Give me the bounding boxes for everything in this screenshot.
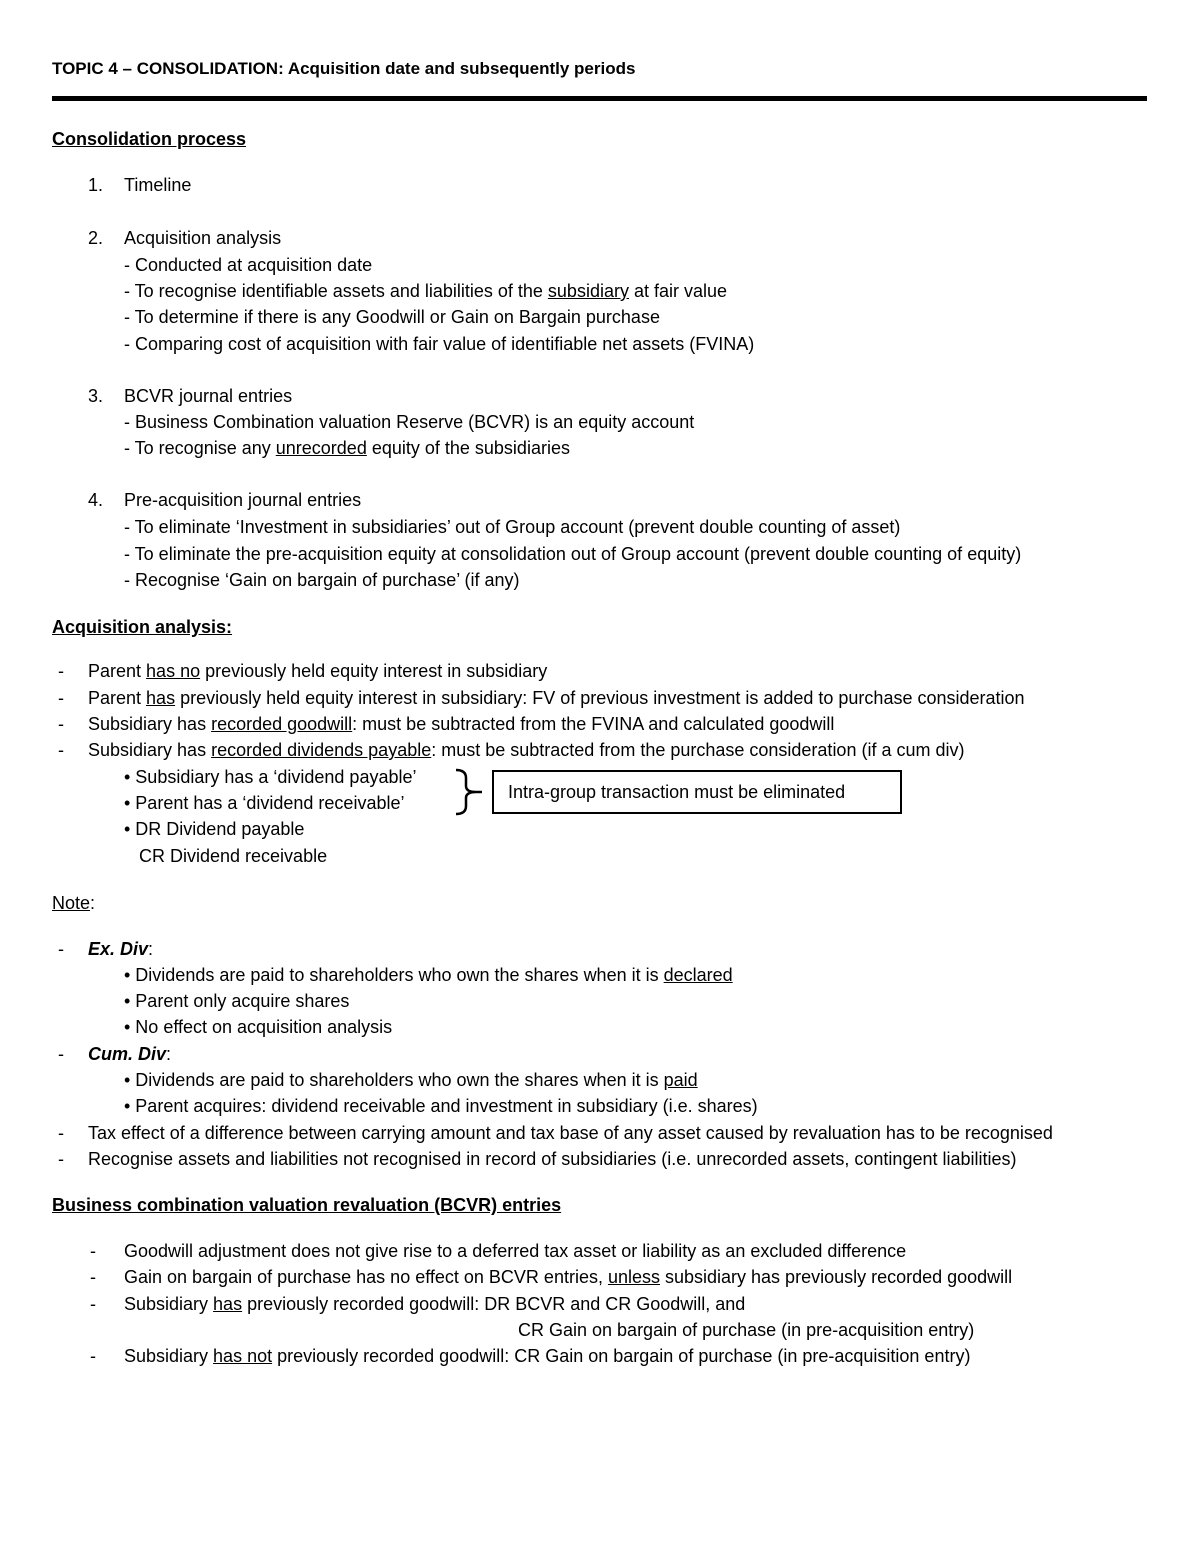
list-item: Gain on bargain of purchase has no effect on BCVR entries, unless subsidiary has previously recorded goodwill — [124, 1267, 1013, 1287]
right-brace-icon — [454, 768, 484, 816]
list-item: Subsidiary has not previously recorded goodwill: CR Gain on bargain of purchase (in pre-acquisition entry) — [124, 1346, 971, 1366]
step-number: 2. — [88, 228, 104, 248]
list-item: Parent has no previously held equity interest in subsidiary — [88, 661, 548, 681]
step-number: 3. — [88, 386, 104, 406]
dash-bullet: - — [58, 1044, 64, 1064]
cum-div-label: Cum. Div: — [88, 1044, 172, 1064]
step-label: BCVR journal entries — [124, 386, 293, 406]
list-item: Goodwill adjustment does not give rise to a deferred tax asset or liability as an excluded difference — [124, 1241, 907, 1261]
dash-bullet: - — [90, 1346, 96, 1366]
list-item: Recognise assets and liabilities not recognised in record of subsidiaries (i.e. unrecorded assets, contingent liabilities) — [88, 1149, 1017, 1169]
step-item: - To eliminate the pre-acquisition equity at consolidation out of Group account (prevent double counting of equity) — [124, 544, 1022, 564]
dash-bullet: - — [58, 1149, 64, 1169]
bcvr-heading: Business combination valuation revaluation (BCVR) entries — [52, 1195, 562, 1215]
list-item: Subsidiary has previously recorded goodwill: DR BCVR and CR Goodwill, and — [124, 1294, 746, 1314]
step-item: - Business Combination valuation Reserve (BCVR) is an equity account — [124, 412, 695, 432]
list-item: Subsidiary has recorded goodwill: must be subtracted from the FVINA and calculated goodwill — [88, 714, 835, 734]
dash-bullet: - — [90, 1241, 96, 1261]
step-item: - To eliminate ‘Investment in subsidiaries’ out of Group account (prevent double counting of asset) — [124, 517, 901, 537]
dash-bullet: - — [58, 661, 64, 681]
step-label: Pre-acquisition journal entries — [124, 490, 362, 510]
dash-bullet: - — [58, 1123, 64, 1143]
step-number: 4. — [88, 490, 104, 510]
dash-bullet: - — [58, 939, 64, 959]
step-label: Timeline — [124, 175, 192, 195]
step-item: - To recognise identifiable assets and liabilities of the subsidiary at fair value — [124, 281, 728, 301]
step-number: 1. — [88, 175, 104, 195]
sub-item: • Dividends are paid to shareholders who own the shares when it is paid — [124, 1070, 698, 1090]
step-item: - Comparing cost of acquisition with fair value of identifiable net assets (FVINA) — [124, 334, 755, 354]
list-item: Parent has previously held equity interest in subsidiary: FV of previous investment is added to purchase consideration — [88, 688, 1025, 708]
sub-item: • Dividends are paid to shareholders who own the shares when it is declared — [124, 965, 733, 985]
intra-group-note-box: Intra-group transaction must be eliminated — [492, 770, 902, 814]
note-heading: Note: — [52, 893, 96, 913]
dash-bullet: - — [90, 1294, 96, 1314]
sub-item: • Parent only acquire shares — [124, 991, 350, 1011]
dash-bullet: - — [58, 740, 64, 760]
step-item: - To recognise any unrecorded equity of the subsidiaries — [124, 438, 570, 458]
dash-bullet: - — [58, 714, 64, 734]
step-label: Acquisition analysis — [124, 228, 282, 248]
dash-bullet: - — [90, 1267, 96, 1287]
sub-item: • Parent has a ‘dividend receivable’ — [124, 793, 405, 813]
sub-item: • Subsidiary has a ‘dividend payable’ — [124, 767, 417, 787]
step-item: - Recognise ‘Gain on bargain of purchase’ (if any) — [124, 570, 520, 590]
sub-item: • Parent acquires: dividend receivable and investment in subsidiary (i.e. shares) — [124, 1096, 758, 1116]
title-rule — [52, 96, 1147, 101]
list-item: Subsidiary has recorded dividends payable: must be subtracted from the purchase consideration (if a cum div) — [88, 740, 965, 760]
list-item: Tax effect of a difference between carrying amount and tax base of any asset caused by revaluation has to be recognised — [88, 1123, 1053, 1143]
sub-item: • No effect on acquisition analysis — [124, 1017, 393, 1037]
step-item: - To determine if there is any Goodwill or Gain on Bargain purchase — [124, 307, 660, 327]
page-title: TOPIC 4 – CONSOLIDATION: Acquisition date and subsequently periods — [52, 59, 636, 78]
ex-div-label: Ex. Div: — [88, 939, 154, 959]
acquisition-heading: Acquisition analysis: — [52, 617, 233, 637]
list-item-continuation: CR Gain on bargain of purchase (in pre-acquisition entry) — [518, 1320, 975, 1340]
consolidation-heading: Consolidation process — [52, 129, 247, 149]
dash-bullet: - — [58, 688, 64, 708]
sub-item: CR Dividend receivable — [139, 846, 328, 866]
sub-item: • DR Dividend payable — [124, 819, 305, 839]
step-item: - Conducted at acquisition date — [124, 255, 373, 275]
